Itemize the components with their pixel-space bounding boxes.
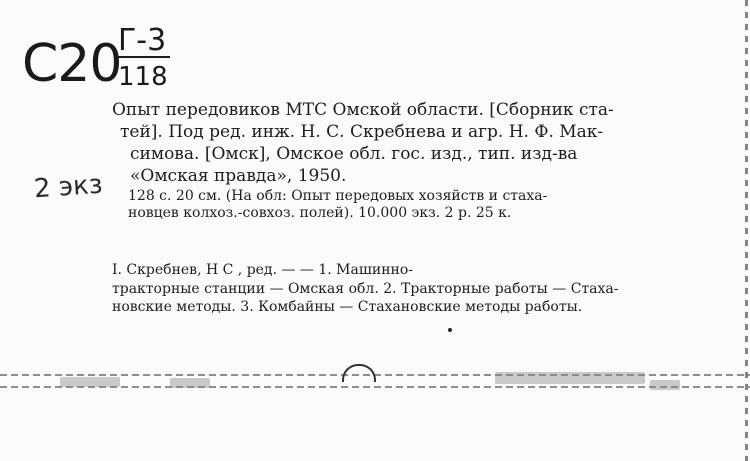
collation-line-1: 128 с. 20 см. (На обл: Опыт передовых хозяйств и стаха-: [128, 188, 548, 204]
shelfmark-denominator: 118: [118, 62, 168, 92]
entry-line-3: симова. [Омск], Омское обл. гос. изд., тип. изд-ва: [130, 144, 578, 164]
entry-line-4: «Омская правда», 1950.: [130, 166, 347, 186]
scan-artifact-band: [0, 368, 750, 404]
tracing-line-3: новские методы. 3. Комбайны — Стахановские методы работы.: [112, 299, 583, 315]
entry-line-1: Опыт передовиков МТС Омской области. [Сборник ста-: [112, 100, 614, 120]
tracing-line-2: тракторные станции — Омская обл. 2. Тракторные работы — Стаха-: [112, 281, 619, 297]
copies-note: 2 экз: [33, 169, 104, 205]
entry-line-2: тей]. Под ред. инж. Н. С. Скребнева и агр. Н. Ф. Мак-: [120, 122, 604, 142]
shelfmark-numerator: Г-3: [114, 26, 170, 58]
smudge: [60, 377, 120, 387]
smudge: [495, 372, 645, 384]
smudge: [170, 378, 210, 388]
collation-line-2: новцев колхоз.-совхоз. полей). 10.000 экз. 2 р. 25 к.: [128, 205, 512, 221]
shelfmark-main: С20: [22, 34, 122, 94]
tracing-line-1: I. Скребнев, Н С , ред. — — 1. Машинно-: [112, 262, 414, 278]
smudge: [650, 380, 680, 390]
ink-dot: [448, 328, 452, 332]
